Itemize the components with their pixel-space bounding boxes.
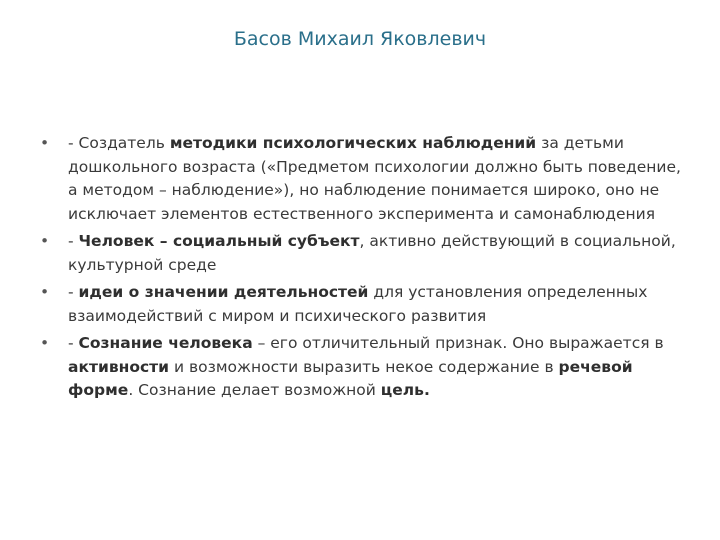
bullet-text-bold: цель. (380, 381, 430, 399)
slide-title: Басов Михаил Яковлевич (233, 28, 487, 50)
bullet-text: - (68, 232, 79, 250)
bullet-dot-icon: • (40, 232, 50, 250)
bullet-text-bold: речевой форме (68, 357, 633, 399)
bullet-text-bold: методики психологических наблюдений (169, 134, 537, 152)
bullet-item (40, 281, 690, 328)
bullet-item (40, 230, 690, 277)
bullet-item (40, 132, 690, 226)
bullet-list (40, 132, 690, 407)
bullet-text: за детьми дошкольного возраста («Предметом психологии должно быть поведение, а методом – наблюдение»), но наблюдение понимается широко, оно не исключает элементов естественного эксперимента и самонаблюдения (68, 134, 681, 223)
bullet-text: - Создатель (68, 134, 170, 152)
bullet-dot-icon: • (40, 134, 50, 152)
bullet-text: , активно действующий в социальной, культурной среде (68, 232, 676, 274)
bullet-text: - (68, 283, 79, 301)
bullet-text-bold: идеи о значении деятельностей (78, 283, 369, 301)
bullet-item (40, 332, 690, 403)
bullet-text-bold: Сознание человека (78, 334, 253, 352)
bullet-dot-icon: • (40, 334, 50, 352)
bullet-dot-icon: • (40, 283, 50, 301)
bullet-text: - (68, 334, 79, 352)
bullet-text: – его отличительный признак. Оно выражается в (252, 334, 664, 352)
bullet-text: . Сознание делает возможной (128, 381, 381, 399)
bullet-text: и возможности выразить некое содержание в (169, 357, 559, 376)
bullet-text-bold: активности (68, 357, 170, 376)
bullet-text: для установления определенных взаимодействий с миром и психического развития (68, 283, 648, 325)
bullet-text-bold: Человек – социальный субъект (78, 232, 360, 250)
